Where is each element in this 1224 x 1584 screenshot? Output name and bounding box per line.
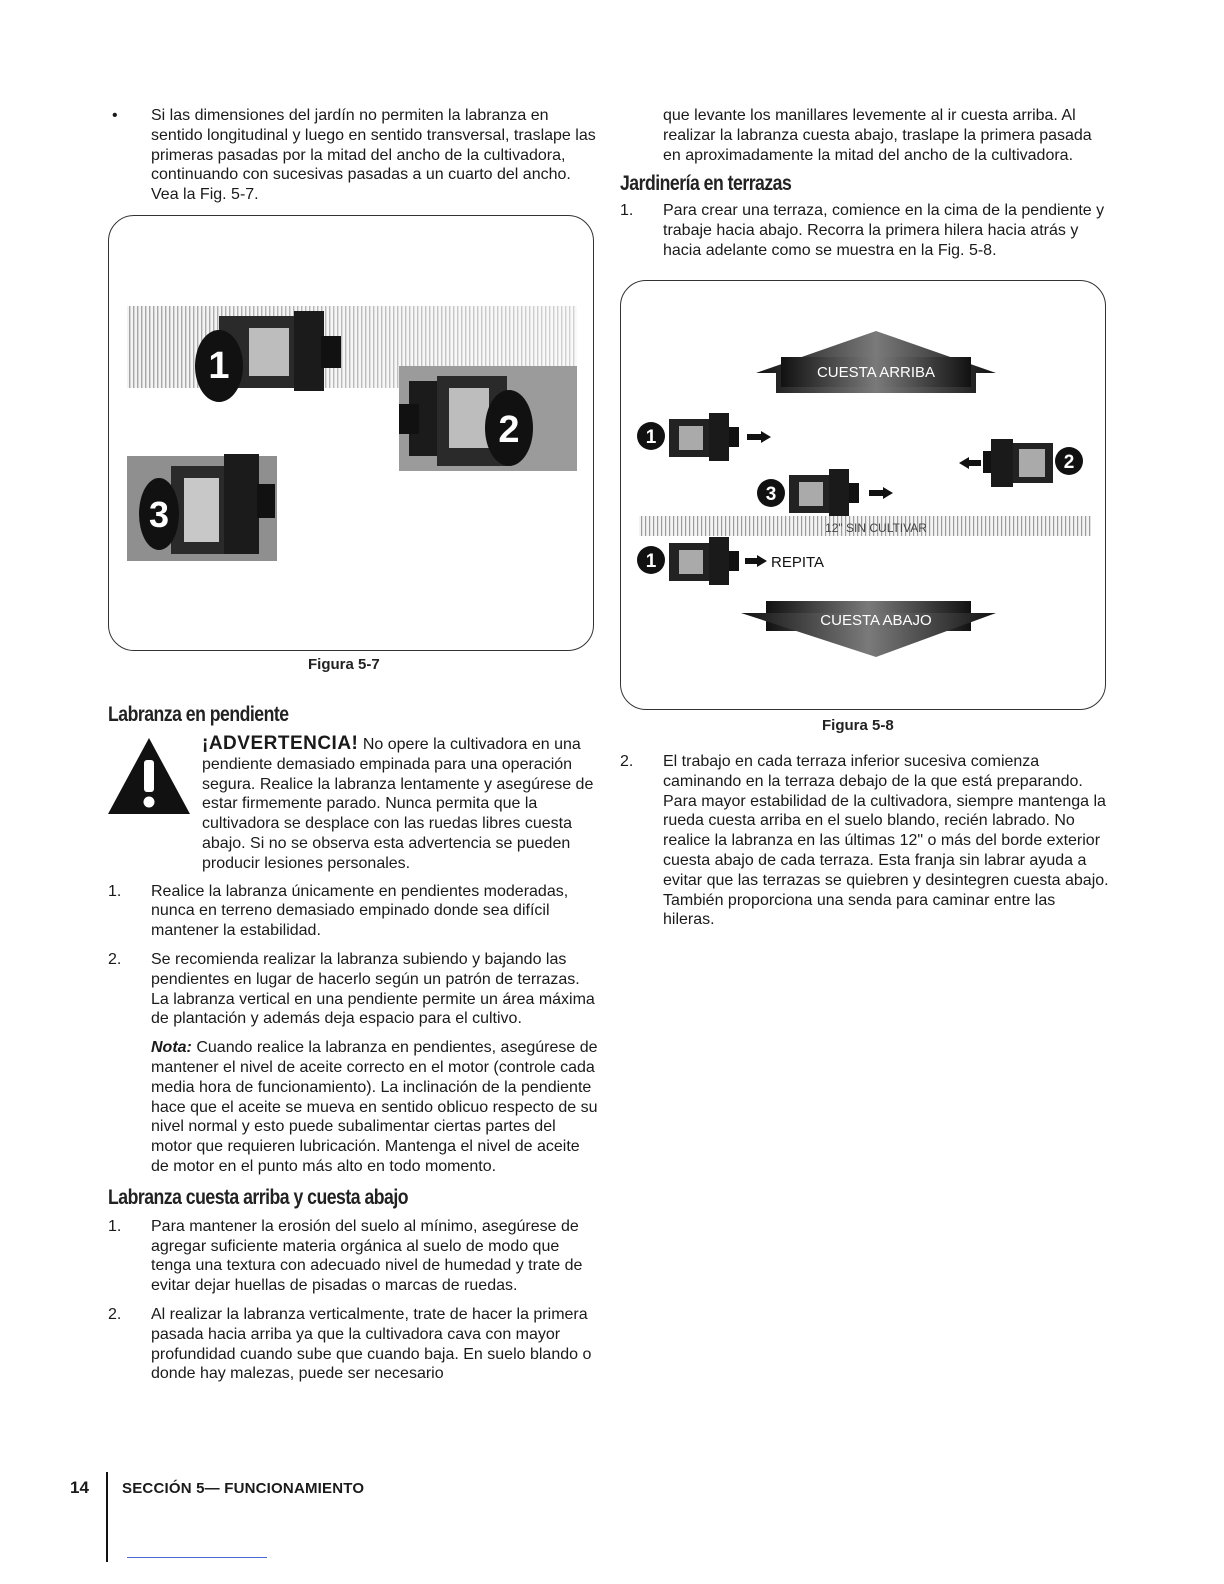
arrow-left-shaft (969, 460, 981, 466)
warning-block (108, 734, 598, 874)
tiller-repeat-icon (669, 537, 739, 585)
item-text: Para crear una terraza, comience en la cima de la pendiente y trabaje hacia abajo. Recorra la primera hilera hacia atrás y hacia adelante como se muestra en la Fig. 5-8. (663, 202, 1105, 259)
item-number: 2. (108, 1305, 122, 1323)
item-text: Realice la labranza únicamente en pendientes moderadas, nunca en terreno demasiado empinado donde sea difícil mantener la estabilidad. (151, 882, 569, 940)
tiller-3-icon (789, 469, 859, 519)
item-number: 1. (108, 1217, 122, 1235)
marker-1-label: 1 (208, 345, 230, 387)
arrow-right-icon (757, 555, 767, 567)
item-number: 2. (620, 753, 634, 770)
left-column (108, 106, 598, 205)
cuesta-item-2 (108, 1305, 598, 1384)
arrow-right-shaft (745, 558, 757, 564)
pendiente-item-1 (108, 882, 598, 941)
item-number: 2. (108, 950, 122, 968)
marker-3-label: 3 (148, 494, 170, 535)
uphill-label: CUESTA ARRIBA (816, 364, 936, 381)
bullet-mark: • (112, 107, 118, 124)
arrow-right-icon (761, 431, 771, 443)
arrow-right-shaft (869, 490, 883, 496)
marker-3-label: 3 (765, 484, 777, 505)
arrow-right-icon (883, 487, 893, 499)
heading-labranza-cuesta: Labranza cuesta arriba y cuesta abajo (108, 1185, 408, 1209)
marker-2-label: 2 (1063, 452, 1075, 473)
intro-text: Si las dimensiones del jardín no permiten la labranza en sentido longitudinal y luego en sentido transversal, traslape las primeras pasadas por la mitad del ancho de la cultivadora, continuando con sucesivas pasadas a un cuarto del ancho. Vea la Fig. 5-7. (151, 107, 596, 204)
marker-repeat-label: 1 (645, 551, 657, 572)
arrow-right-shaft (747, 434, 761, 440)
footer-divider (106, 1472, 108, 1562)
arrow-left-icon (959, 457, 969, 469)
warning-title: ¡ADVERTENCIA! (202, 733, 359, 754)
jardineria-item-1 (620, 201, 1110, 260)
page-number: 14 (70, 1478, 89, 1497)
downhill-label: CUESTA ABAJO (820, 612, 932, 629)
item-number: 1. (620, 202, 634, 220)
figure-5-8-caption: Figura 5-8 (822, 717, 894, 734)
right-column (620, 106, 1110, 270)
heading-jardineria: Jardinería en terrazas (620, 172, 792, 196)
tiller-1-icon (669, 413, 739, 461)
right-continuation: que levante los manillares levemente al ir cuesta arriba. Al realizar la labranza cuesta abajo, traslape la primera pasada en aproximadamente la mitad del ancho de la cultivadora. (663, 107, 1092, 164)
figure-5-8-illustration (621, 281, 1106, 710)
note-text: Cuando realice la labranza en pendientes, asegúrese de mantener el nivel de aceite correcto en el motor (controle cada media hora de funcionamiento). La inclinación de la pendiente hace que el aceite se mueva en sentido oblicuo respecto de su nivel normal y esto puede subalimentar ciertas partes del motor que requieren lubricación. Mantenga el nivel de aceite de motor en el punto más alto en todo momento. (151, 1039, 598, 1175)
figure-5-7 (108, 215, 594, 651)
marker-2-label: 2 (498, 409, 520, 451)
marker-1-label: 1 (645, 427, 657, 448)
item-text: Se recomienda realizar la labranza subiendo y bajando las pendientes en lugar de hacerlo según un patrón de terrazas. La labranza vertical en una pendiente permite un área máxima de plantación y además deja espacio para el cultivo. (151, 950, 595, 1028)
warning-triangle-icon (106, 736, 192, 816)
item-number: 1. (108, 882, 122, 900)
intro-bullet-paragraph (108, 106, 598, 205)
note-label: Nota: (151, 1039, 192, 1057)
right-column-lower (620, 752, 1110, 939)
item-text: Al realizar la labranza verticalmente, trate de hacer la primera pasada hacia arriba ya que la cultivadora cava con mayor profundidad cuando sube que cuando baja. En suelo blando o donde hay malezas, puede ser necesario (151, 1305, 592, 1383)
item-text: Para mantener la erosión del suelo al mínimo, asegúrese de agregar suficiente materia orgánica al suelo de modo que tenga una textura con adecuado nivel de humedad y trate de evitar dejar huellas de pisadas o marcas de ruedas. (151, 1217, 583, 1295)
figure-5-8 (620, 280, 1106, 710)
footer-section-title: SECCIÓN 5— FUNCIONAMIENTO (122, 1480, 365, 1497)
strip-label: 12" SIN CULTIVAR (825, 521, 927, 535)
item-text: El trabajo en cada terraza inferior sucesiva comienza caminando en la terraza debajo de la que está preparando. Para mayor estabilidad de la cultivadora, siempre mantenga la rueda cuesta arriba en el suelo blando, recién labrado. No realice la labranza en las últimas 12" o más del borde exterior cuesta abajo de cada terraza. Esta franja sin labrar ayuda a evitar que las terrazas se quiebren y desintegren cuesta abajo. También proporciona una senda para caminar entre las hileras. (663, 753, 1109, 929)
footer-link-underline (127, 1557, 267, 1558)
pendiente-item-2 (108, 950, 598, 1029)
figure-5-7-caption: Figura 5-7 (308, 656, 380, 673)
repeat-label: REPITA (771, 554, 825, 571)
tiller-2-icon (983, 439, 1053, 487)
jardineria-item-2 (620, 752, 1110, 930)
heading-labranza-pendiente: Labranza en pendiente (108, 703, 289, 726)
warning-text: No opere la cultivadora en una pendiente demasiado empinada para una operación segura. Realice la labranza lentamente y asegúrese de estar firmemente parado. Nunca permita que la cultivadora se desplace con las ruedas libres cuesta abajo. Si no se observa esta advertencia se pueden producir lesiones personales. (202, 736, 594, 872)
left-column-lower (108, 702, 598, 1393)
cuesta-item-1 (108, 1217, 598, 1296)
note-paragraph (108, 1038, 598, 1177)
figure-5-7-illustration (109, 216, 594, 651)
